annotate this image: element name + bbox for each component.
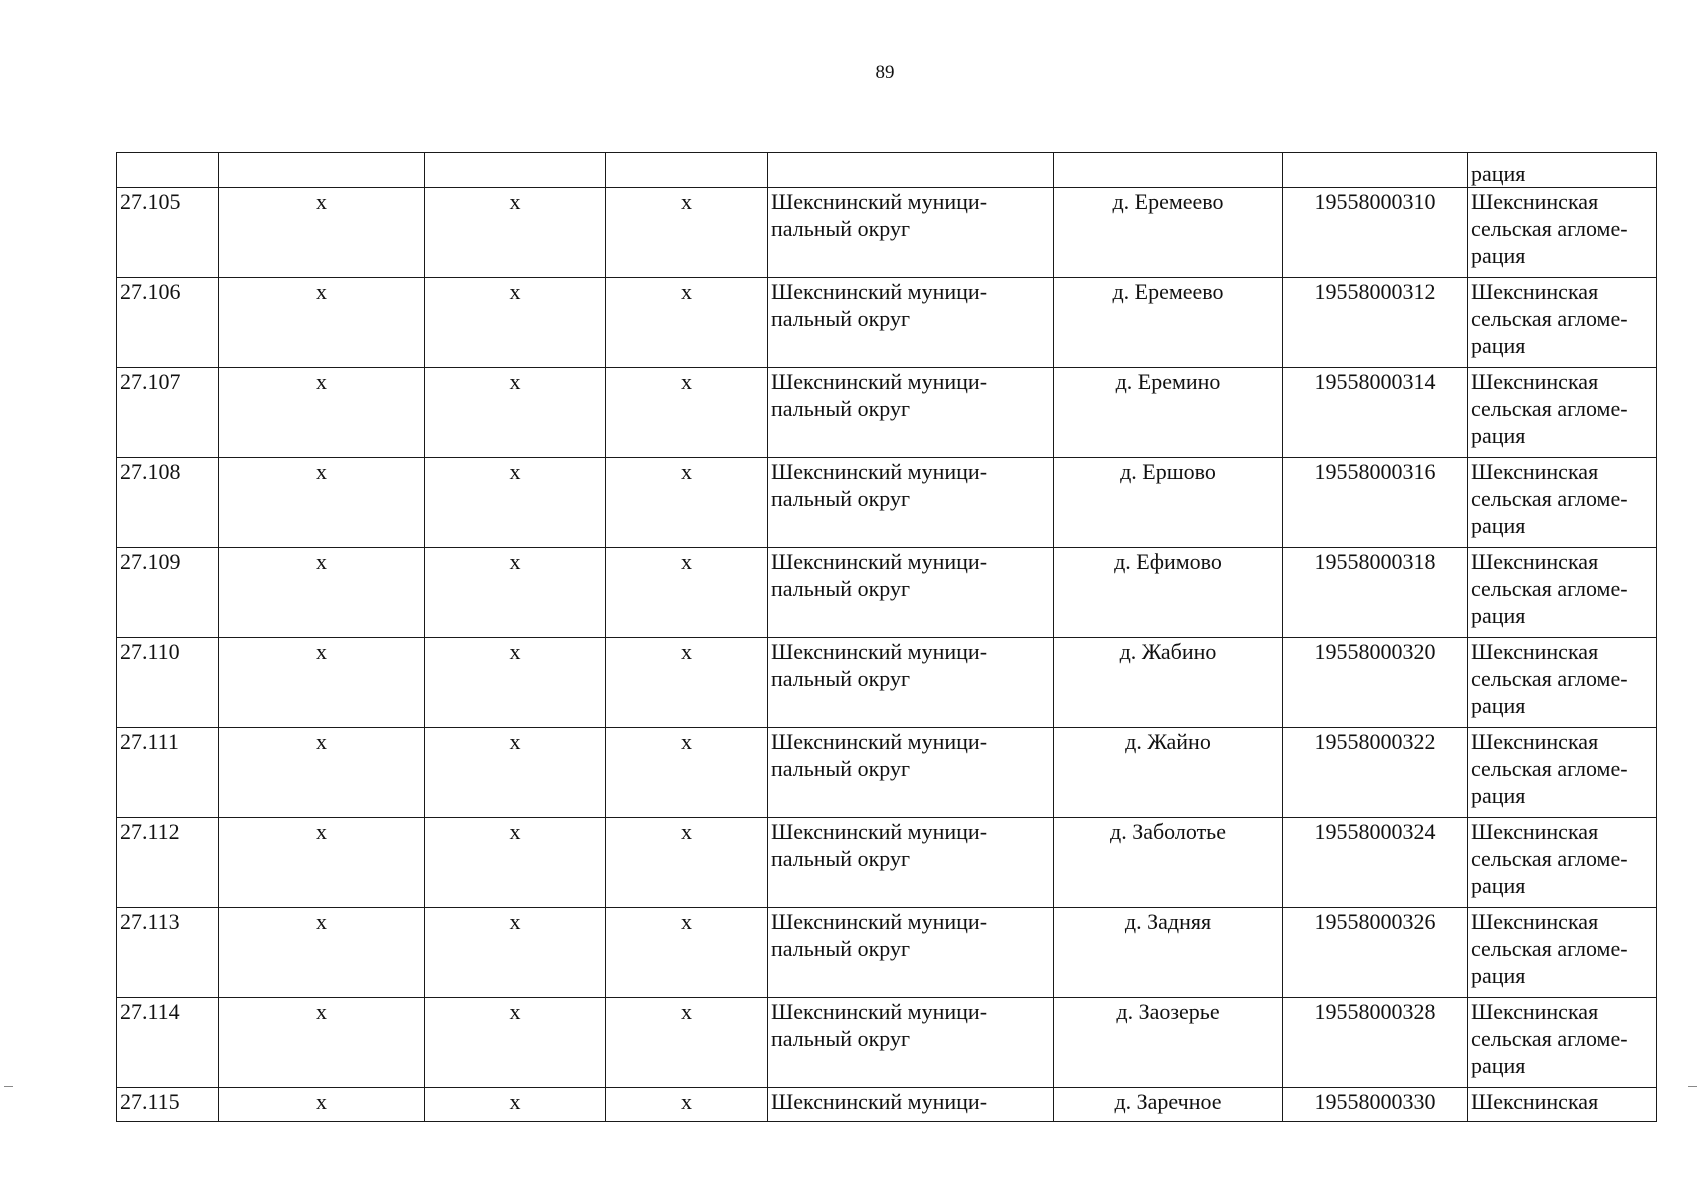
x-cell: х xyxy=(425,638,606,728)
district-cell: Шекснинский муници-пальный округ xyxy=(768,998,1054,1088)
x-cell: х xyxy=(606,728,768,818)
agglomeration-cell: Шекснинская сельская агломе-рация xyxy=(1468,458,1657,548)
district-cell: Шекснинский муници-пальный округ xyxy=(768,278,1054,368)
agglomeration-cell: Шекснинская сельская агломе-рация xyxy=(1468,638,1657,728)
oktmo-code-cell: 19558000312 xyxy=(1283,278,1468,368)
settlement-cell: д. Задняя xyxy=(1054,908,1283,998)
x-cell: х xyxy=(606,818,768,908)
x-cell: х xyxy=(219,998,425,1088)
x-cell: х xyxy=(606,998,768,1088)
empty-cell xyxy=(425,153,606,188)
district-cell: Шекснинский муници- xyxy=(768,1088,1054,1122)
row-number-cell: 27.113 xyxy=(117,908,219,998)
district-cell: Шекснинский муници-пальный округ xyxy=(768,458,1054,548)
row-number-cell: 27.114 xyxy=(117,998,219,1088)
x-cell: х xyxy=(425,188,606,278)
settlement-cell: д. Еремино xyxy=(1054,368,1283,458)
oktmo-code-cell: 19558000318 xyxy=(1283,548,1468,638)
x-cell: х xyxy=(219,458,425,548)
row-number-cell: 27.106 xyxy=(117,278,219,368)
oktmo-code-cell: 19558000322 xyxy=(1283,728,1468,818)
agglomeration-cell: Шекснинская сельская агломе-рация xyxy=(1468,368,1657,458)
settlement-cell: д. Еремеево xyxy=(1054,278,1283,368)
agglomeration-cell: Шекснинская сельская агломе-рация xyxy=(1468,188,1657,278)
x-cell: х xyxy=(219,1088,425,1122)
district-cell: Шекснинский муници-пальный округ xyxy=(768,818,1054,908)
oktmo-code-cell: 19558000320 xyxy=(1283,638,1468,728)
table-row xyxy=(117,278,1657,368)
x-cell: х xyxy=(219,728,425,818)
x-cell: х xyxy=(219,278,425,368)
x-cell: х xyxy=(219,638,425,728)
table-row xyxy=(117,908,1657,998)
district-cell: Шекснинский муници-пальный округ xyxy=(768,548,1054,638)
x-cell: х xyxy=(425,278,606,368)
oktmo-code-cell: 19558000314 xyxy=(1283,368,1468,458)
table-body xyxy=(117,153,1657,1122)
district-cell: Шекснинский муници-пальный округ xyxy=(768,368,1054,458)
x-cell: х xyxy=(606,368,768,458)
table-row xyxy=(117,818,1657,908)
settlement-cell: д. Ершово xyxy=(1054,458,1283,548)
agglomeration-cell: Шекснинская сельская агломе-рация xyxy=(1468,998,1657,1088)
x-cell: х xyxy=(425,548,606,638)
table-row xyxy=(117,998,1657,1088)
agglomeration-cell: Шекснинская сельская агломе-рация xyxy=(1468,278,1657,368)
x-cell: х xyxy=(219,188,425,278)
settlement-cell: д. Ефимово xyxy=(1054,548,1283,638)
oktmo-code-cell: 19558000324 xyxy=(1283,818,1468,908)
x-cell: х xyxy=(425,818,606,908)
oktmo-code-cell: 19558000330 xyxy=(1283,1088,1468,1122)
row-number-cell: 27.115 xyxy=(117,1088,219,1122)
page-number: 89 xyxy=(875,62,895,83)
row-number-cell: 27.111 xyxy=(117,728,219,818)
x-cell: х xyxy=(606,548,768,638)
x-cell: х xyxy=(219,548,425,638)
district-cell: Шекснинский муници-пальный округ xyxy=(768,638,1054,728)
district-cell: Шекснинский муници-пальный округ xyxy=(768,728,1054,818)
table-row xyxy=(117,188,1657,278)
row-number-cell: 27.112 xyxy=(117,818,219,908)
settlement-cell: д. Жайно xyxy=(1054,728,1283,818)
margin-mark-left xyxy=(4,1086,13,1087)
table-row xyxy=(117,728,1657,818)
settlement-cell: д. Заречное xyxy=(1054,1088,1283,1122)
oktmo-code-cell: 19558000316 xyxy=(1283,458,1468,548)
x-cell: х xyxy=(606,1088,768,1122)
x-cell: х xyxy=(425,1088,606,1122)
agglomeration-cell: Шекснинская сельская агломе-рация xyxy=(1468,818,1657,908)
row-number-cell: 27.108 xyxy=(117,458,219,548)
x-cell: х xyxy=(425,368,606,458)
row-number-cell: 27.105 xyxy=(117,188,219,278)
continuation-row xyxy=(117,153,1657,188)
agglomeration-cell: Шекснинская сельская агломе-рация xyxy=(1468,908,1657,998)
continuation-cell: рация xyxy=(1468,153,1657,188)
settlement-cell: д. Заозерье xyxy=(1054,998,1283,1088)
settlement-registry-table xyxy=(116,152,1657,1122)
x-cell: х xyxy=(606,638,768,728)
table-row xyxy=(117,548,1657,638)
row-number-cell: 27.110 xyxy=(117,638,219,728)
x-cell: х xyxy=(606,908,768,998)
empty-cell xyxy=(1283,153,1468,188)
x-cell: х xyxy=(425,458,606,548)
table-row xyxy=(117,1088,1657,1122)
settlement-cell: д. Еремеево xyxy=(1054,188,1283,278)
table-row xyxy=(117,638,1657,728)
settlement-cell: д. Заболотье xyxy=(1054,818,1283,908)
district-cell: Шекснинский муници-пальный округ xyxy=(768,908,1054,998)
empty-cell xyxy=(768,153,1054,188)
agglomeration-cell: Шекснинская xyxy=(1468,1088,1657,1122)
district-cell: Шекснинский муници-пальный округ xyxy=(768,188,1054,278)
empty-cell xyxy=(117,153,219,188)
empty-cell xyxy=(606,153,768,188)
margin-mark-right xyxy=(1688,1086,1697,1087)
oktmo-code-cell: 19558000310 xyxy=(1283,188,1468,278)
x-cell: х xyxy=(219,908,425,998)
table-row xyxy=(117,458,1657,548)
x-cell: х xyxy=(425,728,606,818)
x-cell: х xyxy=(219,368,425,458)
x-cell: х xyxy=(606,188,768,278)
empty-cell xyxy=(1054,153,1283,188)
row-number-cell: 27.107 xyxy=(117,368,219,458)
oktmo-code-cell: 19558000326 xyxy=(1283,908,1468,998)
oktmo-code-cell: 19558000328 xyxy=(1283,998,1468,1088)
empty-cell xyxy=(219,153,425,188)
table-row xyxy=(117,368,1657,458)
agglomeration-cell: Шекснинская сельская агломе-рация xyxy=(1468,548,1657,638)
x-cell: х xyxy=(606,278,768,368)
x-cell: х xyxy=(425,908,606,998)
x-cell: х xyxy=(219,818,425,908)
settlement-cell: д. Жабино xyxy=(1054,638,1283,728)
row-number-cell: 27.109 xyxy=(117,548,219,638)
x-cell: х xyxy=(606,458,768,548)
agglomeration-cell: Шекснинская сельская агломе-рация xyxy=(1468,728,1657,818)
x-cell: х xyxy=(425,998,606,1088)
